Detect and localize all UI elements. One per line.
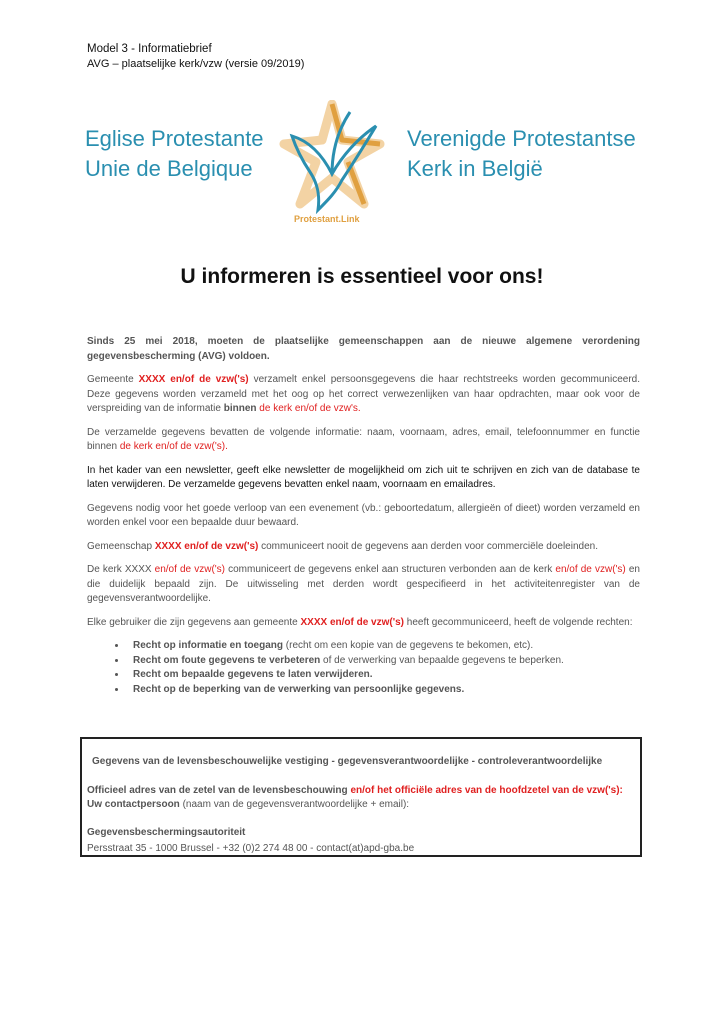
rights-list (87, 639, 640, 697)
newsletter-paragraph: In het kader van een newsletter, geeft elke newsletter de mogelijkheid om zich uit te schrijven en zich van de database te laten verwijderen. De verzamelde gegevens bevatten enkel naam, voornaam en emailadres. (87, 464, 640, 490)
church-logo (80, 100, 640, 230)
contact-info-box (80, 737, 642, 857)
sharing-paragraph: De kerk XXXX en/of de vzw('s) communiceert de gegevens enkel aan structuren verbonden aan de kerk en/of de vzw('s) en die duidelijk bepaald zijn. De uitwisseling met derden wordt gespecifieerd in het activiteitenregister van de gegevensverantwoordelijke. (87, 564, 640, 604)
header-model-label: Model 3 - Informatiebrief (87, 43, 212, 55)
document-header (87, 42, 304, 72)
rights-intro-paragraph: Elke gebruiker die zijn gegevens aan gemeente XXXX en/of de vzw('s) heeft gecommuniceerd, heeft de volgende rechten: (87, 616, 633, 628)
contact-person-line: Uw contactpersoon (naam van de gegevensverantwoordelijke + email): (87, 799, 410, 810)
official-address-line: Officieel adres van de zetel van de levensbeschouwing en/of het officiële adres van de hoofdzetel van de vzw('s): (87, 785, 623, 796)
box-heading: Gegevens van de levensbeschouwelijke vestiging - gegevensverantwoordelijke - controleverantwoordelijke (92, 756, 603, 767)
logo-text-french: Eglise Protestante Unie de Belgique (85, 126, 264, 181)
list-item: • Recht om bepaalde gegevens te laten verwijderen. (127, 668, 640, 683)
logo-text-dutch: Verenigde Protestantse Kerk in België (407, 126, 636, 181)
logo-sublabel: Protestant.Link (294, 214, 360, 224)
page-title: U informeren is essentieel voor ons! (180, 265, 544, 288)
no-commercial-paragraph: Gemeenschap XXXX en/of de vzw('s) communiceert nooit de gegevens aan derden voor commerciële doeleinden. (87, 540, 598, 552)
intro-paragraph: Sinds 25 mei 2018, moeten de plaatselijke gemeenschappen aan de nieuwe algemene verordening gegevensbescherming (AVG) voldoen. (87, 336, 640, 362)
list-item: • Recht op de beperking van de verwerking van persoonlijke gegevens. (127, 683, 640, 698)
header-version-label: AVG – plaatselijke kerk/vzw (versie 09/2019) (87, 58, 305, 70)
collection-paragraph: Gemeente XXXX en/of de vzw('s) verzamelt enkel persoonsgegevens die haar rechtstreeks worden gecommuniceerd. Deze gegevens worden verzameld met het oog op het correct verwezenlijken van haar opdrachten, maar ook voor de verspreiding van de informatie binnen de kerk en/of de vzw's. (87, 374, 640, 414)
data-contents-paragraph: De verzamelde gegevens bevatten de volgende informatie: naam, voornaam, adres, email, telefoonnummer en functie binnen de kerk en/of de vzw('s). (87, 426, 640, 452)
list-item: • Recht op informatie en toegang (recht om een kopie van de gegevens te bekomen, etc). (127, 639, 640, 654)
authority-address: Persstraat 35 - 1000 Brussel - +32 (0)2 274 48 00 - contact(at)apd-gba.be (87, 843, 415, 854)
document-body (87, 335, 640, 697)
list-item: • Recht om foute gegevens te verbeteren of de verwerking van bepaalde gegevens te beperken. (127, 654, 640, 669)
authority-name: Gegevensbeschermingsautoriteit (87, 827, 246, 838)
event-paragraph: Gegevens nodig voor het goede verloop van een evenement (vb.: geboortedatum, allergieën of dieet) worden verzameld en worden enkel voor een bepaalde duur bewaard. (87, 502, 640, 528)
dove-star-icon (272, 100, 392, 220)
